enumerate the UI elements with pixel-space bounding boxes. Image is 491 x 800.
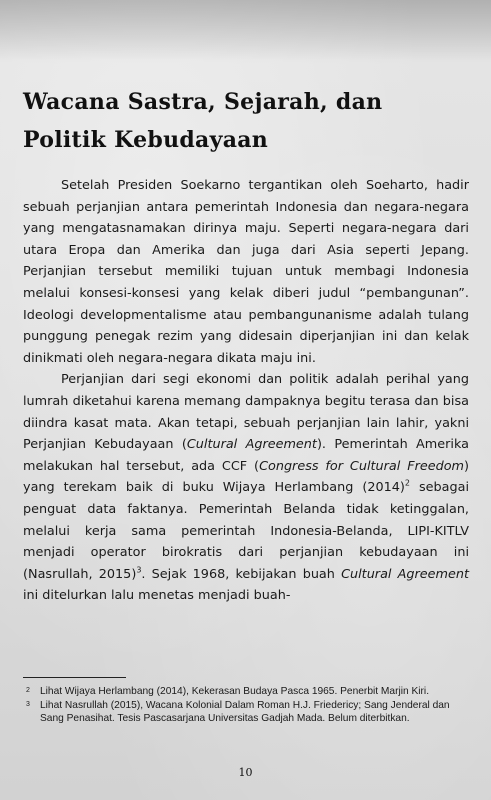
chapter-title: Wacana Sastra, Sejarah, dan Politik Kebudayaan [23, 89, 383, 153]
paragraph-2-text: ) yang terekam baik di buku Wijaya Herlambang (2014) [23, 458, 469, 496]
footnote-ref[interactable]: 3 [136, 565, 142, 575]
footnote-ref[interactable]: 2 [404, 479, 410, 489]
footnote-divider [23, 677, 126, 678]
italic-term: Cultural Agreement [186, 437, 317, 453]
page-number: 10 [238, 766, 253, 779]
italic-term: Cultural Agreement [341, 566, 469, 582]
paragraph-2-text: sebagai penguat data faktanya. Pemerintah Belanda tidak ketinggalan, melalui kerja sama pemerintah Indonesia-Belanda, LIPI-KITLV menjadi operator birokratis dari perjanjian kebudayaan ini (Nasrullah, 2015) [23, 480, 469, 582]
paragraph-2-text: ). Pemerintah Amerika melakukan hal tersebut, ada CCF ( [23, 437, 469, 474]
footnote-number: 3 [26, 700, 30, 708]
footnote [23, 699, 473, 726]
footnote [23, 685, 473, 699]
paragraph-2-text: ini ditelurkan lalu menetas menjadi buah- [23, 588, 291, 604]
paragraph-1: Setelah Presiden Soekarno tergantikan oleh Soeharto, hadir sebuah perjanjian antara pemerintah Indonesia dan negara-negara yang mengatasnamakan dirinya maju. Seperti negara-negara dari utara Eropa dan Amerika dan juga dari Asia seperti Jepang. Perjanjian tersebut memiliki tujuan untuk membagi Indonesia melalui konsesi-konsesi yang kelak diberi judul “pembangunan”. Ideologi developmentalisme atau pembangunanisme adalah tulang punggung penegak rezim yang didesain diperjanjian ini dan kelak dinikmati oleh negara-negara dikata maju ini. [23, 178, 469, 366]
italic-term: Congress for Cultural Freedom [259, 458, 464, 474]
paragraph-2 [23, 369, 469, 607]
footnotes [23, 685, 473, 726]
footnote-number: 2 [26, 687, 30, 694]
paragraph-2-text: Perjanjian dari segi ekonomi dan politik adalah perihal yang lumrah diketahui karena memang dampaknya begitu terasa dan bisa diindra kasat mata. Akan tetapi, sebuah perjanjian lain lahir, yakni Perjanjian Kebudayaan ( [23, 372, 469, 453]
paragraph-2-text: . Sejak 1968, kebijakan buah [141, 566, 342, 582]
body-text [23, 175, 469, 607]
footnote-text: Lihat Wijaya Herlambang (2014), Kekerasan Budaya Pasca 1965. Penerbit Marjin Kiri. [40, 686, 430, 697]
footnote-text: Lihat Nasrullah (2015), Wacana Kolonial Dalam Roman H.J. Friedericy; Sang Jenderal dan Sang Penasihat. Tesis Pascasarjana Universitas Gadjah Mada. Belum diterbitkan. [40, 699, 450, 724]
